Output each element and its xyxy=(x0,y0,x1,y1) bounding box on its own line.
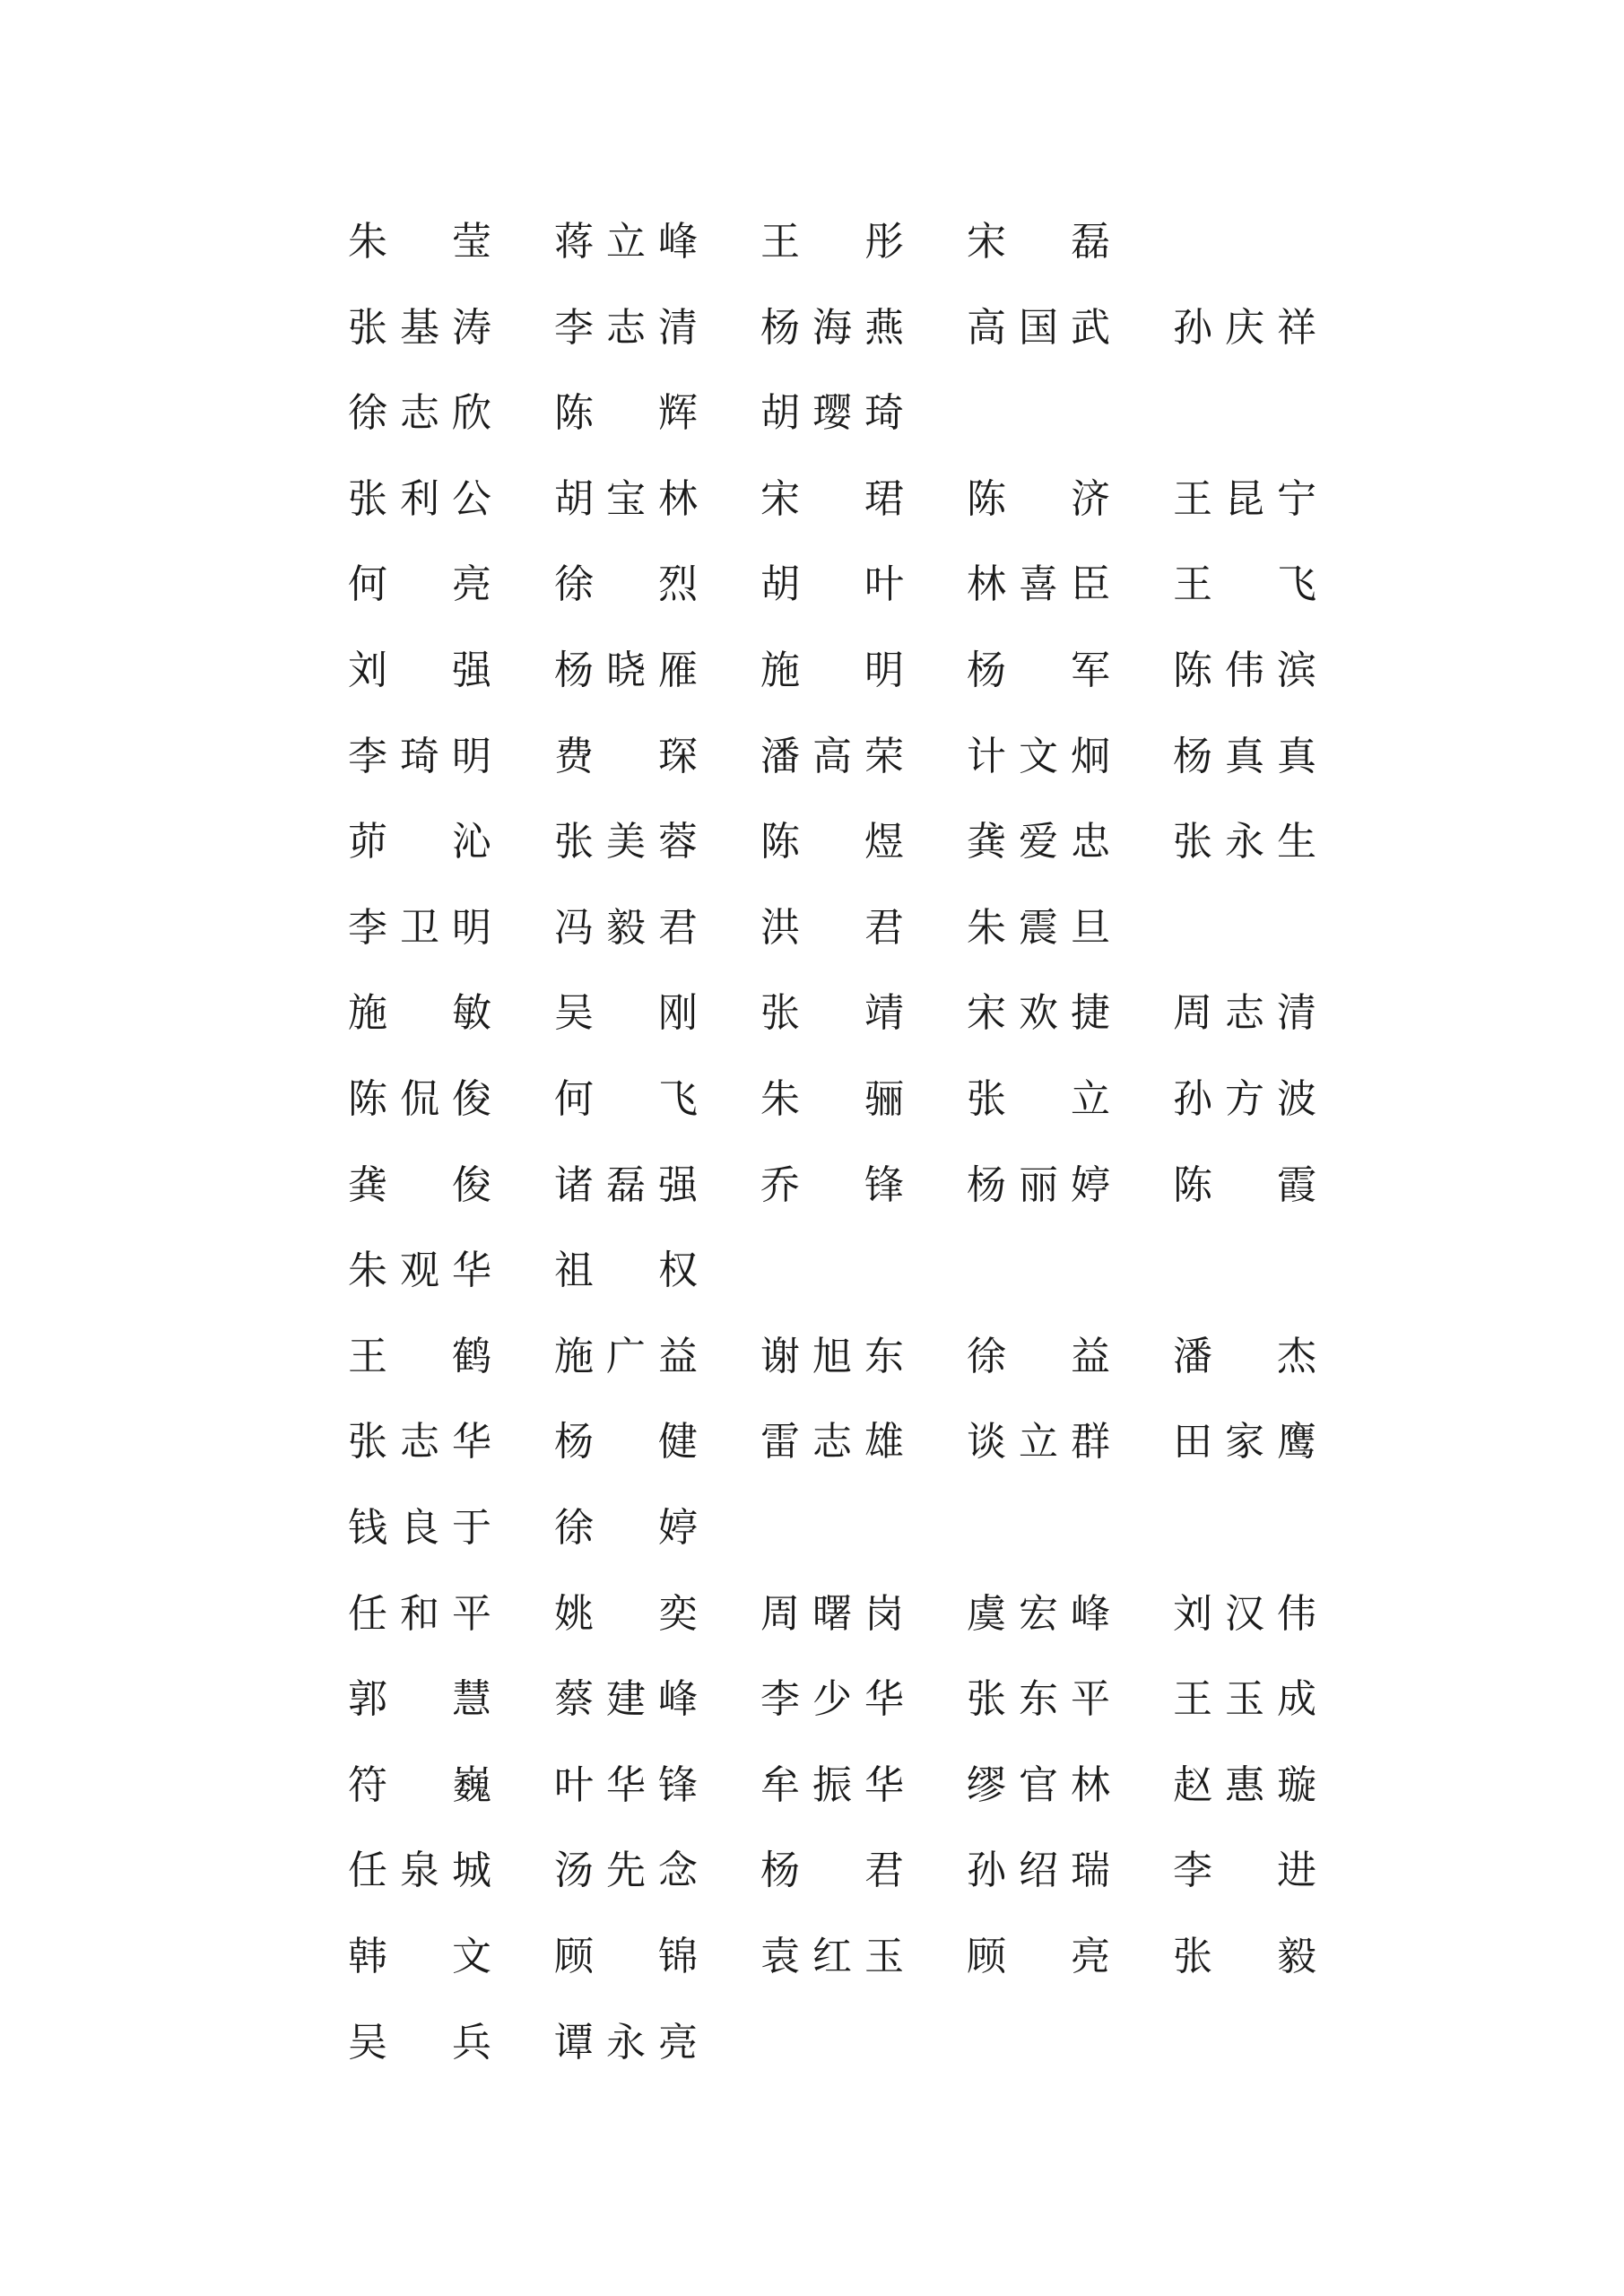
name-entry: 雷 志 雄 xyxy=(760,1419,904,1465)
name-entry: 陈 伟 滨 xyxy=(1173,648,1316,693)
name-entry: 钱 良 于 xyxy=(348,1505,491,1551)
name-row xyxy=(0,1571,1624,1657)
name-entry: 祖 权 xyxy=(554,1248,698,1294)
name-entry: 杨 君 xyxy=(760,1848,904,1894)
name-entry: 姚 奕 xyxy=(554,1590,698,1637)
name-row xyxy=(0,370,1624,457)
name-entry: 杨 健 xyxy=(554,1419,698,1465)
name-row xyxy=(0,1143,1624,1229)
name-entry: 李 少 华 xyxy=(760,1676,904,1723)
name-entry: 张 基 涛 xyxy=(348,304,491,351)
name-entry: 王 彤 xyxy=(760,219,904,265)
name-row xyxy=(0,285,1624,371)
name-entry: 谭 永 亮 xyxy=(554,2019,698,2066)
name-entry: 冯 毅 君 xyxy=(554,904,698,951)
name-entry: 蔡 建 峰 xyxy=(554,1676,698,1723)
name-entry: 胡 宝 林 xyxy=(554,475,698,522)
name-entry: 杨 海 燕 xyxy=(760,304,904,351)
name-entry: 诸 磊 强 xyxy=(554,1161,698,1208)
name-row xyxy=(0,542,1624,628)
name-entry: 孙 绍 瑞 xyxy=(967,1848,1110,1894)
name-entry: 林 喜 臣 xyxy=(967,561,1110,608)
name-row xyxy=(0,628,1624,714)
name-entry: 叶 华 锋 xyxy=(554,1761,698,1808)
name-entry: 赵 惠 璇 xyxy=(1173,1761,1316,1808)
name-entry: 李 卫 明 xyxy=(348,904,491,951)
name-entry: 王 鹤 xyxy=(348,1333,491,1379)
name-row xyxy=(0,1743,1624,1829)
name-entry: 胡 叶 xyxy=(760,561,904,608)
name-entry: 潘 高 荣 xyxy=(760,733,904,779)
name-row xyxy=(0,799,1624,885)
name-row xyxy=(0,1657,1624,1743)
name-entry: 缪 官 林 xyxy=(967,1761,1110,1808)
name-entry: 陈 霞 xyxy=(1173,1161,1316,1208)
name-entry: 杨 真 真 xyxy=(1173,733,1316,779)
name-entry: 袁 红 玉 xyxy=(760,1934,904,1979)
name-row xyxy=(0,1228,1624,1314)
name-entry: 宋 欢 捷 xyxy=(967,990,1110,1037)
name-row xyxy=(0,714,1624,800)
name-entry: 张 立 xyxy=(967,1076,1110,1122)
name-entry: 郭 慧 xyxy=(348,1676,491,1723)
name-entry: 费 琛 xyxy=(554,733,698,779)
name-entry: 张 利 公 xyxy=(348,475,491,522)
name-entry: 张 靖 xyxy=(760,990,904,1037)
name-entry: 茆 沁 xyxy=(348,819,491,865)
name-entry: 张 美 蓉 xyxy=(554,819,698,865)
name-entry: 任 和 平 xyxy=(348,1590,491,1637)
name-row xyxy=(0,457,1624,543)
name-entry: 顾 锦 xyxy=(554,1934,698,1979)
name-entry: 朱 震 旦 xyxy=(967,904,1110,951)
name-row xyxy=(0,1914,1624,2000)
name-entry: 朱 莹 xyxy=(348,219,491,265)
name-entry: 徐 志 欣 xyxy=(348,390,491,437)
name-entry: 谢 旭 东 xyxy=(760,1333,904,1379)
name-entry: 刘 强 xyxy=(348,648,491,693)
name-entry: 吴 刚 xyxy=(554,990,698,1037)
name-entry: 何 亮 xyxy=(348,561,491,608)
name-entry: 龚 爱 忠 xyxy=(967,819,1110,865)
name-entry: 田 家 鹰 xyxy=(1173,1419,1316,1465)
name-entry: 朱 骊 xyxy=(760,1076,904,1122)
name-entry: 周 曙 岗 xyxy=(760,1590,904,1637)
name-row xyxy=(0,1828,1624,1914)
name-entry: 韩 文 xyxy=(348,1934,491,1979)
name-entry: 杨 晓 雁 xyxy=(554,648,698,693)
name-entry: 任 泉 城 xyxy=(348,1848,491,1894)
name-entry: 施 明 xyxy=(760,648,904,693)
name-entry: 施 敏 xyxy=(348,990,491,1037)
name-entry: 谈 立 群 xyxy=(967,1419,1110,1465)
name-entry: 陈 辉 xyxy=(554,390,698,437)
name-entry: 龚 俊 xyxy=(348,1161,491,1208)
name-entry: 王 玉 成 xyxy=(1173,1676,1316,1723)
name-entry: 李 志 清 xyxy=(554,304,698,351)
name-entry: 陈 煜 xyxy=(760,819,904,865)
name-entry: 蒋 立 峰 xyxy=(554,219,698,265)
name-entry: 吴 兵 xyxy=(348,2019,491,2066)
name-entry: 孙 庆 祥 xyxy=(1173,304,1316,351)
name-entry: 高 国 武 xyxy=(967,304,1110,351)
name-row xyxy=(0,2000,1624,2086)
name-entry: 陈 侃 俊 xyxy=(348,1076,491,1122)
name-entry: 计 文 炯 xyxy=(967,733,1110,779)
name-entry: 李 进 xyxy=(1173,1848,1316,1894)
name-entry: 牟 振 华 xyxy=(760,1761,904,1808)
name-entry: 徐 益 xyxy=(967,1333,1110,1379)
name-entry: 乔 锋 xyxy=(760,1161,904,1208)
name-entry: 洪 君 xyxy=(760,904,904,951)
name-row xyxy=(0,1399,1624,1485)
name-entry: 汤 先 念 xyxy=(554,1848,698,1894)
name-row xyxy=(0,1057,1624,1143)
name-entry: 张 东 平 xyxy=(967,1676,1110,1723)
name-entry: 杨 丽 婷 xyxy=(967,1161,1110,1208)
name-entry: 陈 济 xyxy=(967,475,1110,522)
name-entry: 李 琦 明 xyxy=(348,733,491,779)
name-entry: 何 飞 xyxy=(554,1076,698,1122)
name-entry: 虞 宏 峰 xyxy=(967,1590,1110,1637)
name-entry: 顾 亮 xyxy=(967,1934,1110,1979)
name-entry: 朱 观 华 xyxy=(348,1248,491,1294)
name-row xyxy=(0,1314,1624,1400)
name-row xyxy=(0,1485,1624,1571)
name-row xyxy=(0,199,1624,285)
name-entry: 王 飞 xyxy=(1173,561,1316,608)
name-entry: 徐 婷 xyxy=(554,1505,698,1551)
name-entry: 胡 璎 琦 xyxy=(760,390,904,437)
name-entry: 张 志 华 xyxy=(348,1419,491,1465)
name-entry: 孙 方 波 xyxy=(1173,1076,1316,1122)
name-entry: 张 永 生 xyxy=(1173,819,1316,865)
name-entry: 徐 烈 xyxy=(554,561,698,608)
name-entry: 符 巍 xyxy=(348,1761,491,1808)
name-row xyxy=(0,885,1624,971)
name-entry: 张 毅 xyxy=(1173,1934,1316,1979)
name-entry: 周 志 清 xyxy=(1173,990,1316,1037)
name-entry: 施 广 益 xyxy=(554,1333,698,1379)
name-entry: 刘 汉 伟 xyxy=(1173,1590,1316,1637)
name-entry: 王 昆 宁 xyxy=(1173,475,1316,522)
name-entry: 宋 磊 xyxy=(967,219,1110,265)
name-entry: 潘 杰 xyxy=(1173,1333,1316,1379)
name-entry: 宋 珺 xyxy=(760,475,904,522)
name-entry: 杨 军 xyxy=(967,648,1110,693)
name-row xyxy=(0,970,1624,1057)
